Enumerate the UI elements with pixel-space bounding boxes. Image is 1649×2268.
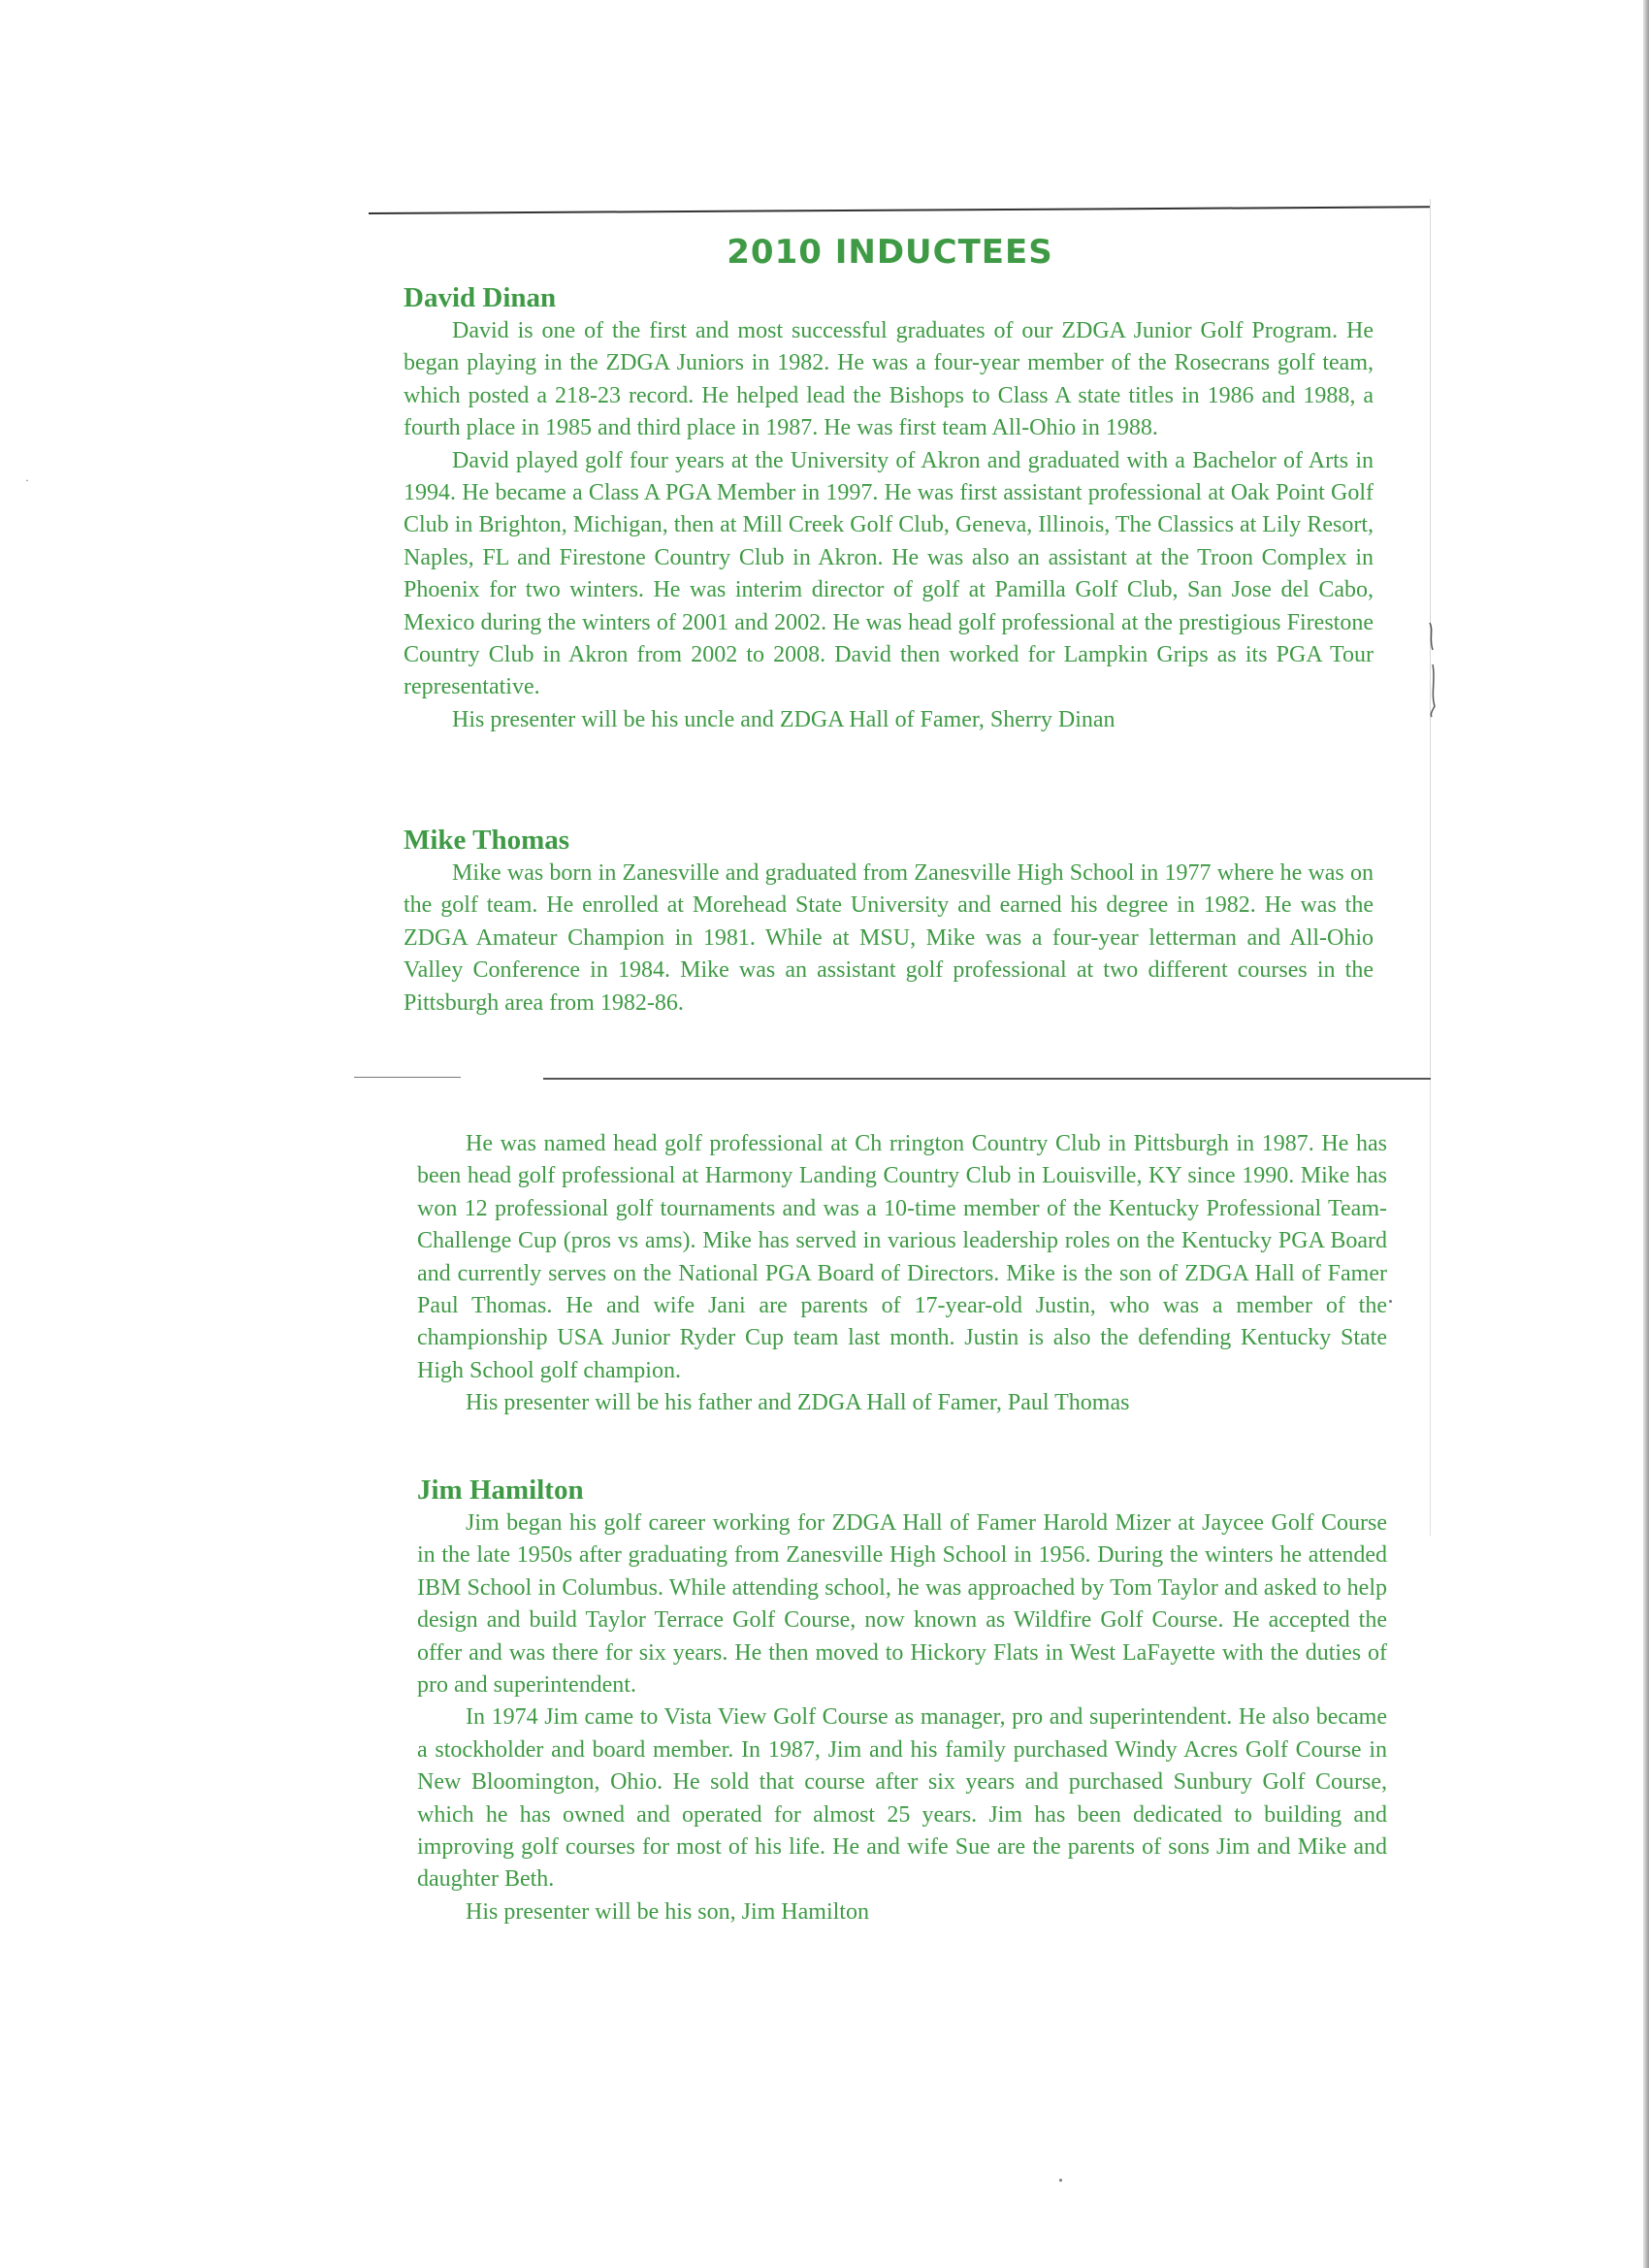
bio-paragraph: Mike was born in Zanesville and graduated from Zanesville High School in 1977 where he was on the golf team. He enrolled at Morehead State University and earned his degree in 1982. He was the ZDGA Amateur Champion in 1981. While at MSU, Mike was a four-year letterman and All-Ohio Valley Conference in 1984. Mike was an assistant golf professional at two different courses in the Pittsburgh area from 1982-86. xyxy=(404,860,1374,1016)
inductee-section-mike-thomas xyxy=(404,823,1374,1020)
scan-speck xyxy=(1059,2179,1062,2182)
bio-paragraph: He was named head golf professional at Ch rrington Country Club in Pittsburgh in 1987. He has been head golf professional at Harmony Landing Country Club in Louisville, KY since 1990. Mike has won 12 professional golf tournaments and was a 10-time member of the Kentucky Professional Team-Challenge Cup (pros vs ams). Mike has served in various leadership roles on the Kentucky PGA Board and currently serves on the National PGA Board of Directors. Mike is the son of ZDGA Hall of Famer Paul Thomas. He and wife Jani are parents of 17-year-old Justin, who was a member of the championship USA Junior Ryder Cup team last month. Justin is also the defending Kentucky State High School golf champion. xyxy=(417,1131,1387,1383)
bio-paragraph: David played golf four years at the University of Akron and graduated with a Bachelor of Arts in 1994. He became a Class A PGA Member in 1997. He was first assistant professional at Oak Point Golf Club in Brighton, Michigan, then at Mill Creek Golf Club, Geneva, Illinois, The Classics at Lily Resort, Naples, FL and Firestone Country Club in Akron. He was also an assistant at the Troon Complex in Phoenix for two winters. He was interim director of golf at Pamilla Golf Club, San Jose del Cabo, Mexico during the winters of 2001 and 2002. He was head golf professional at the prestigious Firestone Country Club in Akron from 2002 to 2008. David then worked for Lampkin Grips as its PGA Tour representative. xyxy=(404,447,1374,700)
inductee-section-david-dinan xyxy=(404,280,1374,736)
scan-speck: · xyxy=(25,473,29,487)
bio-paragraph: David is one of the first and most successful graduates of our ZDGA Junior Golf Program. He began playing in the ZDGA Juniors in 1982. He was a four-year member of the Rosecrans golf team, which posted a 218-23 record. He helped lead the Bishops to Class A state titles in 1986 and 1988, a fourth place in 1985 and third place in 1987. He was first team All-Ohio in 1988. xyxy=(404,318,1374,441)
inductee-section-jim-hamilton xyxy=(417,1473,1387,1928)
presenter-line: His presenter will be his son, Jim Hamilton xyxy=(466,1898,869,1925)
presenter-line: His presenter will be his father and ZDGA Hall of Famer, Paul Thomas xyxy=(466,1390,1130,1416)
binder-clip-mark xyxy=(1427,621,1437,718)
page-edge-shadow xyxy=(1643,0,1649,2268)
presenter-line: His presenter will be his uncle and ZDGA Hall of Famer, Sherry Dinan xyxy=(452,706,1116,732)
top-divider xyxy=(369,206,1431,214)
panel-edge-lower xyxy=(1430,1080,1431,1536)
inductee-name: David Dinan xyxy=(404,282,557,313)
page-heading: 2010 INDUCTEES xyxy=(727,233,1053,272)
bio-paragraph: In 1974 Jim came to Vista View Golf Course as manager, pro and superintendent. He also became a stockholder and board member. In 1987, Jim and his family purchased Windy Acres Golf Course in New Bloomington, Ohio. He sold that course after six years and purchased Sunbury Golf Course, which he has owned and operated for almost 25 years. Jim has been dedicated to building and improving golf courses for most of his life. He and wife Sue are the parents of sons Jim and Mike and daughter Beth. xyxy=(417,1704,1387,1893)
bio-paragraph: Jim began his golf career working for ZDGA Hall of Famer Harold Mizer at Jaycee Golf Course in the late 1950s after graduating from Zanesville High School in 1956. During the winters he attended IBM School in Columbus. While attending school, he was approached by Tom Taylor and asked to help design and build Taylor Terrace Golf Course, now known as Wildfire Golf Course. He accepted the offer and was there for six years. He then moved to Hickory Flats in West LaFayette with the duties of pro and superintendent. xyxy=(417,1510,1387,1699)
inductee-name: Jim Hamilton xyxy=(417,1474,584,1506)
inductee-section-mike-thomas-continued xyxy=(417,1128,1387,1420)
scan-speck xyxy=(1389,1300,1392,1303)
fold-divider-left xyxy=(354,1077,461,1078)
inductee-name: Mike Thomas xyxy=(404,825,570,856)
fold-divider xyxy=(543,1078,1431,1080)
